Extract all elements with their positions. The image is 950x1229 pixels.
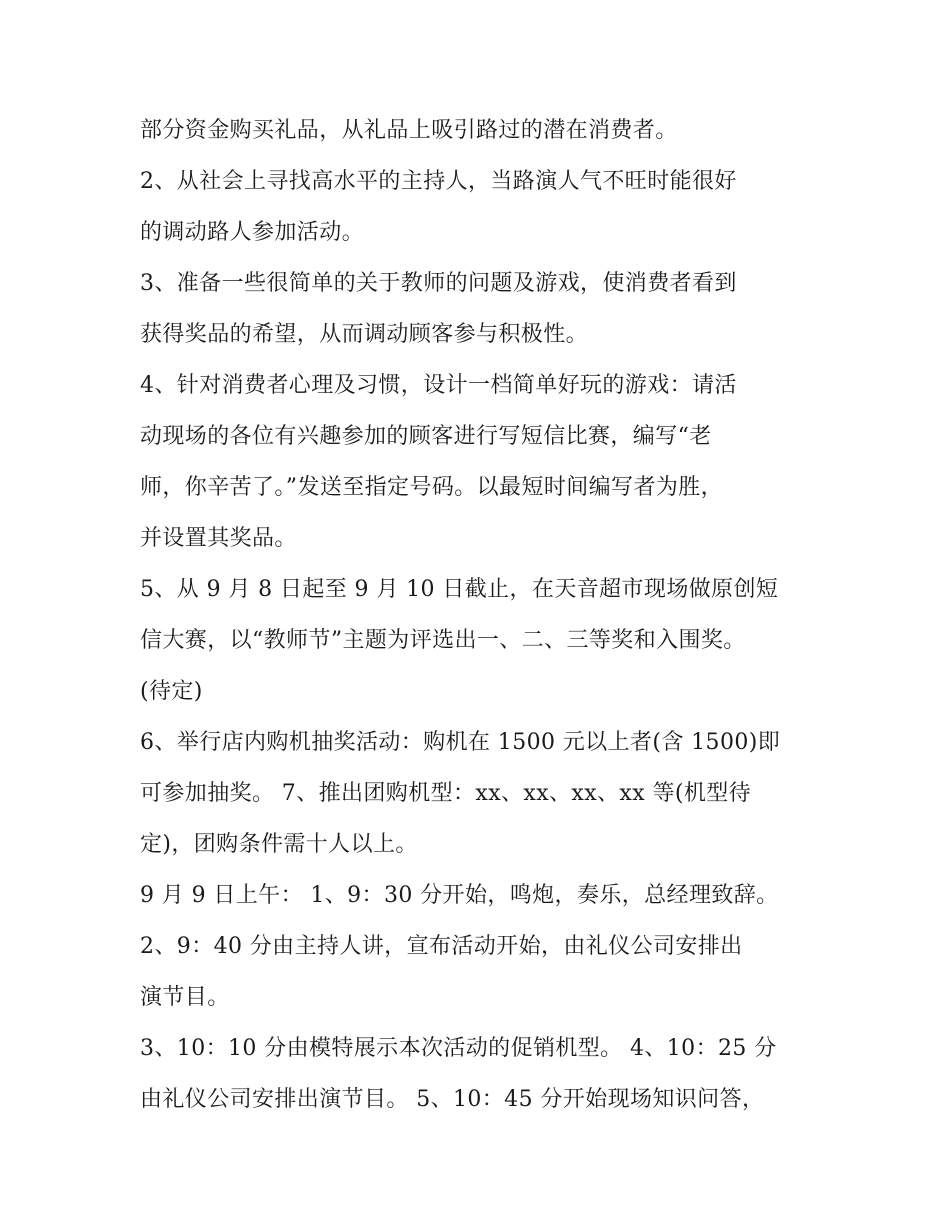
text-line-7: 动现场的各位有兴趣参加的顾客进行写短信比赛，编写“老	[140, 424, 712, 449]
text-line-19: 3、10：10 分由模特展示本次活动的促销机型。 4、10：25 分	[140, 1036, 777, 1061]
text-line-17: 2、9：40 分由主持人讲，宣布活动开始，由礼仪公司安排出	[140, 934, 743, 959]
text-line-9: 并设置其奖品。	[140, 526, 297, 551]
text-line-5: 获得奖品的希望，从而调动顾客参与积极性。	[140, 322, 589, 347]
text-line-18: 演节目。	[140, 985, 230, 1010]
text-line-11: 信大赛，以“教师节”主题为评选出一、二、三等奖和入围奖。	[140, 628, 746, 653]
text-line-13: 6、举行店内购机抽奖活动：购机在 1500 元以上者(含 1500)即	[140, 730, 781, 755]
text-line-4: 3、准备一些很简单的关于教师的问题及游戏，使消费者看到	[140, 271, 737, 296]
text-line-16: 9 月 9 日上午： 1、9：30 分开始，鸣炮，奏乐，总经理致辞。	[140, 883, 779, 908]
text-line-6: 4、针对消费者心理及习惯，设计一档简单好玩的游戏：请活	[140, 373, 737, 398]
text-line-12: (待定)	[140, 679, 203, 704]
text-line-2: 2、从社会上寻找高水平的主持人，当路演人气不旺时能很好	[140, 169, 737, 194]
text-line-20: 由礼仪公司安排出演节目。 5、10：45 分开始现场知识问答，	[140, 1087, 765, 1112]
text-line-1: 部分资金购买礼品，从礼品上吸引路过的潜在消费者。	[140, 118, 678, 143]
text-line-10: 5、从 9 月 8 日起至 9 月 10 日截止，在天音超市现场做原创短	[140, 577, 779, 602]
document-body	[140, 105, 810, 1125]
text-line-14: 可参加抽奖。 7、推出团购机型：xx、xx、xx、xx 等(机型待	[140, 781, 752, 806]
text-line-3: 的调动路人参加活动。	[140, 220, 365, 245]
text-line-8: 师，你辛苦了。”发送至指定号码。以最短时间编写者为胜，	[140, 475, 724, 500]
text-line-15: 定)，团购条件需十人以上。	[140, 832, 418, 857]
